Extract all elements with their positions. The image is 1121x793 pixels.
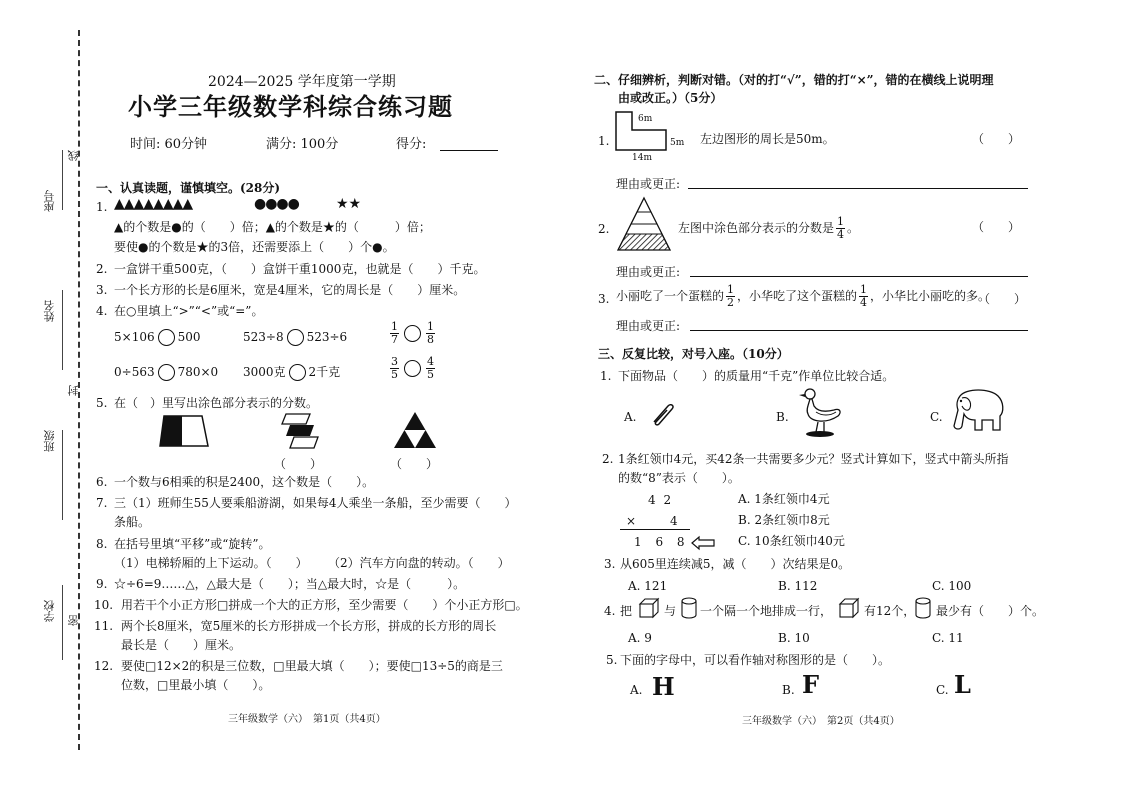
- q1-number: 1.: [96, 200, 108, 214]
- q4-text: 在○里填上“>”“<”或“=”。: [114, 304, 264, 318]
- section2-title-2: 由或改正。）（5分）: [618, 91, 723, 105]
- numerator: 3: [391, 355, 398, 368]
- compare-circle[interactable]: [158, 364, 175, 381]
- page-title: 小学三年级数学科综合练习题: [128, 92, 453, 121]
- q4-expr: 523÷8: [243, 330, 284, 344]
- s3-q5-number: 5.: [606, 653, 618, 667]
- q1-dots: ●●●●: [254, 196, 299, 212]
- s3-q5-option-b[interactable]: B.: [782, 683, 795, 697]
- seat-line: [62, 150, 63, 210]
- q4-number: 4.: [96, 304, 108, 318]
- numerator: 1: [860, 283, 868, 296]
- q10-number: 10.: [94, 598, 114, 612]
- q2-text: 一盒饼干重500克，（ ）盒饼干重1000克，也就是（ ）千克。: [114, 262, 486, 276]
- q5-text: 在（ ）里写出涂色部分表示的分数。: [114, 396, 319, 410]
- denominator: 4: [837, 228, 845, 241]
- s3-q3-option-a[interactable]: A. 121: [628, 579, 668, 593]
- s3-q2-text: 1条红领巾4元，买42条一共需要多少元？竖式计算如下，竖式中箭头所指: [618, 452, 1009, 466]
- fraction: [426, 321, 435, 346]
- q2-number: 2.: [96, 262, 108, 276]
- denominator: 5: [391, 368, 398, 381]
- measure-5m: 5m: [670, 138, 685, 148]
- s3-q2-number: 2.: [602, 452, 614, 466]
- cube-icon: [638, 597, 660, 619]
- measure-14m: 14m: [632, 153, 652, 163]
- s3-q4-option-b[interactable]: B. 10: [778, 631, 810, 645]
- s2-q3-reason-line[interactable]: [690, 330, 1028, 331]
- shaded-parallelogram-icon: [280, 412, 320, 450]
- fraction: [390, 356, 399, 381]
- s3-q3-option-b[interactable]: B. 112: [778, 579, 818, 593]
- q4-r2-a: [114, 364, 218, 381]
- letter-l: L: [954, 670, 971, 699]
- q11-number: 11.: [94, 619, 114, 633]
- compare-circle[interactable]: [289, 364, 306, 381]
- s2-q1-reason-line[interactable]: [688, 188, 1028, 189]
- numerator: 1: [837, 215, 845, 228]
- s2-q1-text: 左边图形的周长是50m。: [700, 132, 835, 146]
- s3-q1-option-a[interactable]: A.: [624, 410, 637, 424]
- q8-text: 在括号里填“平移”或“旋转”。: [114, 537, 271, 551]
- denominator: 4: [860, 296, 868, 309]
- q11-text: 两个长8厘米，宽5厘米的长方形拼成一个长方形，拼成的长方形的周长: [121, 619, 497, 633]
- q4-expr: 3000克: [243, 365, 286, 379]
- q6-number: 6.: [96, 475, 108, 489]
- s2-q3-paren[interactable]: （ ）: [978, 292, 1027, 306]
- denominator: 8: [427, 333, 434, 346]
- q5-number: 5.: [96, 396, 108, 410]
- s3-q1-number: 1.: [600, 369, 612, 383]
- q7-text-2: 条船。: [114, 515, 151, 529]
- q12-number: 12.: [94, 659, 114, 673]
- s2-q1-number: 1.: [598, 134, 610, 148]
- s3-q1-text: 下面物品（ ）的质量用“千克”作单位比较合适。: [618, 369, 895, 383]
- denominator: 7: [391, 333, 398, 346]
- s2-q3-part-c: ，小华比小丽吃的多。: [870, 289, 991, 303]
- q12-text-2: 位数，□里最小填（ ）。: [121, 678, 271, 692]
- s3-q2-option-b[interactable]: B. 2条红领巾8元: [738, 513, 830, 527]
- q4-expr: 500: [177, 330, 201, 344]
- numerator: 1: [427, 320, 434, 333]
- numerator: 1: [391, 320, 398, 333]
- duck-icon: [796, 386, 846, 440]
- school-year: 2024—2025 学年度第一学期: [208, 74, 396, 90]
- q4-r2-c: [388, 356, 437, 381]
- s3-q1-option-b[interactable]: B.: [776, 410, 789, 424]
- letter-f: F: [802, 670, 820, 699]
- seal-secret-label: 密: [67, 615, 80, 626]
- vertical-calc-times: ×: [626, 514, 637, 528]
- s3-q2-option-a[interactable]: A. 1条红领巾4元: [738, 492, 830, 506]
- fraction: [390, 321, 399, 346]
- s3-q4-word-1: 把: [620, 604, 633, 618]
- shaded-trapezoid-icon: [158, 414, 210, 448]
- q3-text: 一个长方形的长是6厘米，宽是4厘米，它的周长是（ ）厘米。: [114, 283, 466, 297]
- section1-title: 一、认真读题，谨慎填空。(28分): [96, 181, 281, 195]
- compare-circle[interactable]: [158, 329, 175, 346]
- q4-expr: 2千克: [308, 365, 341, 379]
- q7-text: 三（1）班师生55人要乘船游湖，如果每4人乘坐一条船，至少需要（ ）: [114, 496, 517, 510]
- s3-q3-text: 从605里连续减5，减（ ）次结果是0。: [620, 557, 851, 571]
- s2-q3-part-b: ，小华吃了这个蛋糕的: [737, 289, 858, 303]
- page-footer-1: 三年级数学（六） 第1页（共4页）: [228, 714, 386, 725]
- q4-expr: 5×106: [114, 330, 155, 344]
- name-line: [62, 290, 63, 370]
- q4-expr: 523÷6: [306, 330, 348, 344]
- school-label: 学校: [43, 600, 56, 622]
- q6-text: 一个数与6相乘的积是2400，这个数是（ ）。: [114, 475, 375, 489]
- s3-q5-option-a[interactable]: A.: [630, 683, 643, 697]
- q1-stars: ★★: [336, 196, 362, 212]
- section3-title: 三、反复比较，对号入座。（10分）: [598, 347, 789, 361]
- seal-line-label: 线: [67, 150, 80, 161]
- q4-r1-b: [243, 329, 347, 346]
- paper-clip-icon: [648, 400, 678, 428]
- vertical-calc-line: [620, 529, 690, 530]
- page-footer-2: 三年级数学（六） 第2页（共4页）: [742, 716, 900, 727]
- s3-q4-option-c[interactable]: C. 11: [932, 631, 964, 645]
- measure-6m: 6m: [638, 114, 653, 124]
- exam-full-score: 满分: 100分: [266, 137, 339, 152]
- seal-label: 封: [67, 385, 80, 396]
- q7-number: 7.: [96, 496, 108, 510]
- s3-q2-option-c[interactable]: C. 10条红领巾40元: [738, 534, 845, 548]
- numerator: 4: [427, 355, 434, 368]
- s3-q4-word-2: 与: [664, 604, 677, 618]
- s2-q3-text: [616, 284, 990, 309]
- class-line: [62, 430, 63, 520]
- q4-expr: 0÷563: [114, 365, 155, 379]
- s3-q3-option-c[interactable]: C. 100: [932, 579, 972, 593]
- q10-text: 用若干个小正方形□拼成一个大的正方形，至少需要（ ）个小正方形□。: [121, 598, 528, 612]
- score-blank[interactable]: [440, 150, 498, 151]
- cylinder-icon: [914, 597, 932, 619]
- compare-circle[interactable]: [404, 360, 421, 377]
- s3-q4-number: 4.: [604, 604, 616, 618]
- s2-q2-paren[interactable]: （ ）: [972, 220, 1021, 234]
- s2-q2-text: 左图中涂色部分表示的分数是 $\frac{1}{4}$ 。: [678, 215, 860, 241]
- s2-q2-reason-line[interactable]: [690, 276, 1028, 277]
- s2-q3-number: 3.: [598, 292, 610, 306]
- numerator: 1: [727, 283, 735, 296]
- q1-line-a: ▲的个数是●的（ ）倍；▲的个数是★的（ ）倍；: [114, 220, 431, 234]
- striped-triangle-icon: [616, 196, 672, 252]
- s3-q4-word-3: 一个隔一个地排成一行，: [700, 604, 833, 618]
- s3-q5-option-c[interactable]: C.: [936, 683, 949, 697]
- shaded-triangle-icon: [392, 410, 438, 450]
- q8-part-b: （2）汽车方向盘的转动。（ ）: [328, 556, 510, 570]
- arrow-left-icon: [690, 536, 716, 550]
- fraction: [836, 216, 845, 241]
- s3-q3-number: 3.: [604, 557, 616, 571]
- fraction: [726, 284, 735, 309]
- compare-circle[interactable]: [287, 329, 304, 346]
- name-label: 姓名: [43, 300, 56, 322]
- school-line: [62, 585, 63, 660]
- s2-q3-reason-label: 理由或更正:: [616, 319, 681, 333]
- q5-answer-paren-3[interactable]: （ ）: [390, 457, 439, 471]
- q12-text: 要使□12×2的积是三位数，□里最大填（ ）；要使□13÷5的商是三: [121, 659, 503, 673]
- cylinder-icon: [680, 597, 698, 619]
- elephant-icon: [946, 386, 1008, 434]
- cube-icon: [838, 597, 860, 619]
- s3-q4-option-a[interactable]: A. 9: [628, 631, 652, 645]
- exam-score-label: 得分:: [396, 137, 427, 152]
- q5-answer-paren-2[interactable]: （ ）: [274, 457, 323, 471]
- s3-q5-text: 下面的字母中，可以看作轴对称图形的是（ ）。: [620, 653, 891, 667]
- vertical-calc-row2: 4: [670, 514, 678, 528]
- s3-q4-word-4: 有12个，: [864, 604, 916, 618]
- q9-number: 9.: [96, 577, 108, 591]
- s3-q1-option-c[interactable]: C.: [930, 410, 943, 424]
- vertical-calc-row1: 4 2: [648, 493, 674, 507]
- q11-text-2: 最长是（ ）厘米。: [121, 638, 242, 652]
- q8-part-a: （1）电梯轿厢的上下运动。（ ）: [114, 556, 308, 570]
- q1-line-b: 要使●的个数是★的3倍，还需要添上（ ）个●。: [114, 240, 395, 254]
- denominator: 2: [727, 296, 735, 309]
- q4-r1-c: [388, 321, 437, 346]
- q4-r1-a: [114, 329, 201, 346]
- section2-title: 二、仔细辨析，判断对错。（对的打“√”，错的打“×”，错的在横线上说明理: [594, 73, 994, 87]
- s2-q2-reason-label: 理由或更正:: [616, 265, 681, 279]
- class-label: 班级: [43, 430, 56, 452]
- letter-h: H: [652, 672, 675, 701]
- q9-text: ☆÷6=9……△，△最大是（ ）；当△最大时，☆是（ ）。: [114, 577, 466, 591]
- s2-q2-number: 2.: [598, 222, 610, 236]
- fraction: [859, 284, 868, 309]
- s3-q2-text-2: 的数“8”表示（ ）。: [618, 471, 740, 485]
- q4-expr: 780×0: [177, 365, 219, 379]
- s2-q3-part-a: 小丽吃了一个蛋糕的: [616, 289, 725, 303]
- s2-q1-reason-label: 理由或更正:: [616, 177, 681, 191]
- q8-number: 8.: [96, 537, 108, 551]
- seat-label: 座号: [43, 190, 56, 212]
- s3-q4-word-5: 最少有（ ）个。: [936, 604, 1045, 618]
- s2-q2-sentence: 左图中涂色部分表示的分数是: [678, 221, 835, 235]
- denominator: 5: [427, 368, 434, 381]
- vertical-calc-result: 1 6 8: [634, 535, 690, 549]
- compare-circle[interactable]: [404, 325, 421, 342]
- q3-number: 3.: [96, 283, 108, 297]
- q1-triangles: ▲▲▲▲▲▲▲▲: [114, 196, 193, 212]
- q4-r2-b: [243, 364, 340, 381]
- s2-q1-paren[interactable]: （ ）: [972, 132, 1021, 146]
- fraction: [426, 356, 435, 381]
- exam-time: 时间: 60分钟: [130, 137, 208, 152]
